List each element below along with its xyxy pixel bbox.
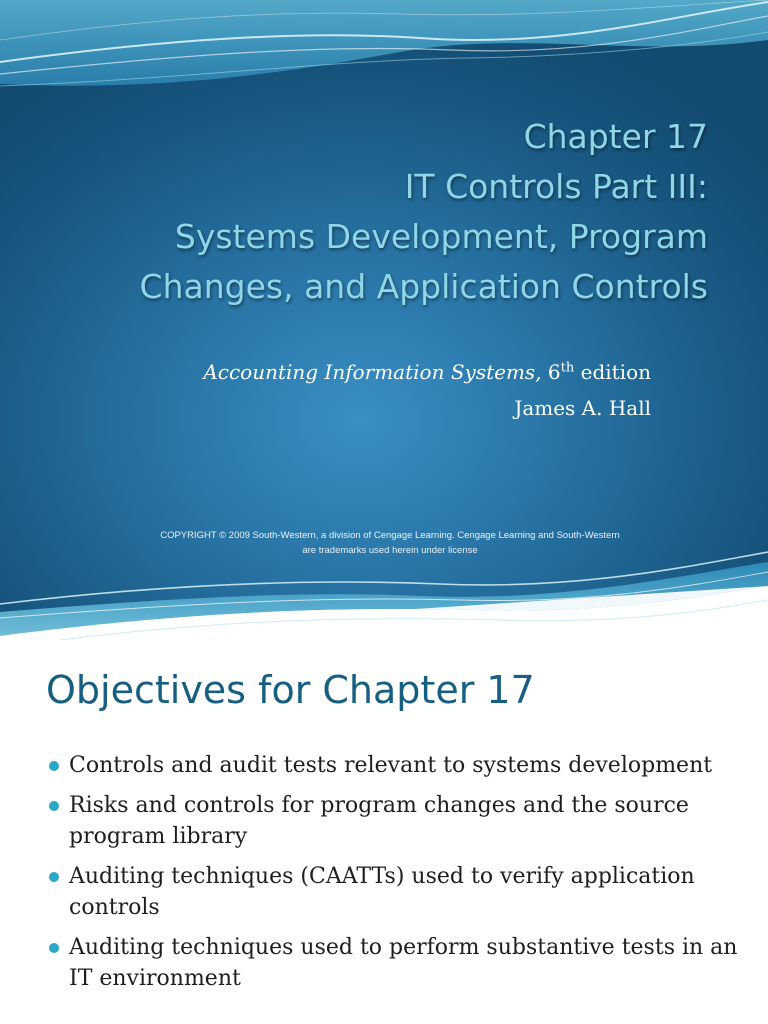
list-item-text: Risks and controls for program changes and the source program library: [69, 793, 689, 849]
book-line: [100, 354, 651, 390]
bullet-icon: [49, 943, 59, 953]
list-item: [46, 932, 746, 994]
author: James A. Hall: [514, 396, 651, 420]
book-title: Accounting Information Systems,: [203, 360, 542, 384]
list-item: [46, 861, 746, 923]
bullet-icon: [49, 761, 59, 771]
list-item-text: Auditing techniques (CAATTs) used to verify application controls: [69, 864, 695, 920]
copyright-line-2: are trademarks used herein under license: [302, 545, 478, 556]
list-item: [46, 750, 746, 781]
bullet-icon: [49, 872, 59, 882]
list-item-text: Controls and audit tests relevant to systems development: [69, 753, 713, 778]
title-line: Changes, and Application Controls: [139, 267, 708, 306]
title-line: IT Controls Part III:: [404, 167, 708, 206]
title-line: Chapter 17: [523, 117, 708, 156]
bullet-icon: [49, 801, 59, 811]
edition-suffix: th: [560, 360, 575, 376]
edition-number: 6: [547, 360, 561, 384]
objectives-list: [46, 750, 746, 1003]
slide-title: [40, 112, 708, 312]
copyright-notice: [110, 528, 670, 558]
edition-word: edition: [580, 360, 651, 384]
subtitle-block: [100, 354, 651, 426]
copyright-line-1: COPYRIGHT © 2009 South-Western, a division of Cengage Learning. Cengage Learning and South-Western: [160, 530, 620, 541]
objectives-slide: [0, 640, 768, 1024]
title-line: Systems Development, Program: [174, 217, 708, 256]
list-item: [46, 790, 746, 852]
objectives-title: Objectives for Chapter 17: [46, 668, 535, 712]
list-item-text: Auditing techniques used to perform substantive tests in an IT environment: [69, 935, 738, 991]
